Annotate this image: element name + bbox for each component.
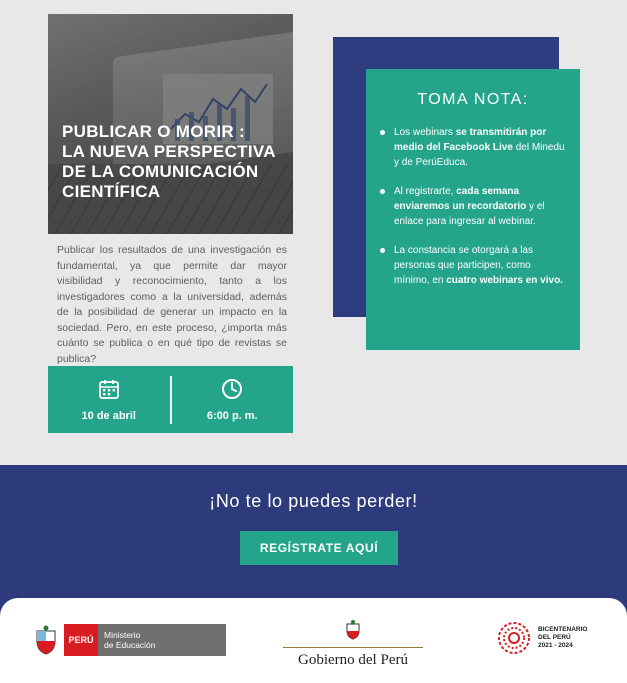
event-time xyxy=(172,378,294,422)
register-button[interactable]: REGÍSTRATE AQUÍ xyxy=(240,531,398,565)
ministry-name: Ministerio de Educación xyxy=(98,624,226,656)
bicentenario-logo: BICENTENARIO DEL PERÚ 2021 - 2024 xyxy=(496,620,587,656)
notes-list xyxy=(380,125,566,288)
coat-of-arms-icon xyxy=(342,620,364,640)
notes-panel xyxy=(366,69,580,350)
notes-heading: TOMA NOTA: xyxy=(417,91,529,108)
time-value: 6:00 p. m. xyxy=(206,409,258,422)
gobierno-logo xyxy=(283,620,423,669)
calendar-icon xyxy=(98,378,120,400)
page-title: PUBLICAR O MORIR : LA NUEVA PERSPECTIVA DE LA COMUNICACIÓN CIENTÍFICA xyxy=(62,122,276,201)
event-datetime xyxy=(48,366,293,433)
hero-image xyxy=(48,14,293,234)
minedu-logo xyxy=(33,624,226,656)
event-date xyxy=(48,378,170,422)
list-item: La constancia se otorgará a las personas que participen, como mínimo, en cuatro webinars en vivo. xyxy=(380,243,566,288)
cta-band xyxy=(0,465,627,620)
bicentenario-icon xyxy=(496,620,532,656)
list-item: Al registrarte, cada semana enviaremos un recordatorio y el enlace para ingresar al webinar. xyxy=(380,184,566,229)
divider xyxy=(170,376,172,424)
list-item: Los webinars se transmitirán por medio del Facebook Live del Minedu y de PerúEduca. xyxy=(380,125,566,170)
event-description: Publicar los resultados de una investigación es fundamental, ya que permite dar mayor visibilidad y reconocimiento, tanto a los investigadores como a la universidad, además de la posibilidad de generar un impacto en la sociedad. Pero, en este proceso, ¿importa más cuánto se publica o en qué tipo de revistas se publica? xyxy=(57,244,287,365)
clock-icon xyxy=(221,378,243,400)
gobierno-name: Gobierno del Perú xyxy=(298,652,408,668)
peru-label: PERÚ xyxy=(64,624,98,656)
date-value: 10 de abril xyxy=(81,409,136,422)
coat-of-arms-icon xyxy=(33,625,59,655)
cta-tagline: ¡No te lo puedes perder! xyxy=(209,491,418,511)
footer xyxy=(0,598,627,683)
